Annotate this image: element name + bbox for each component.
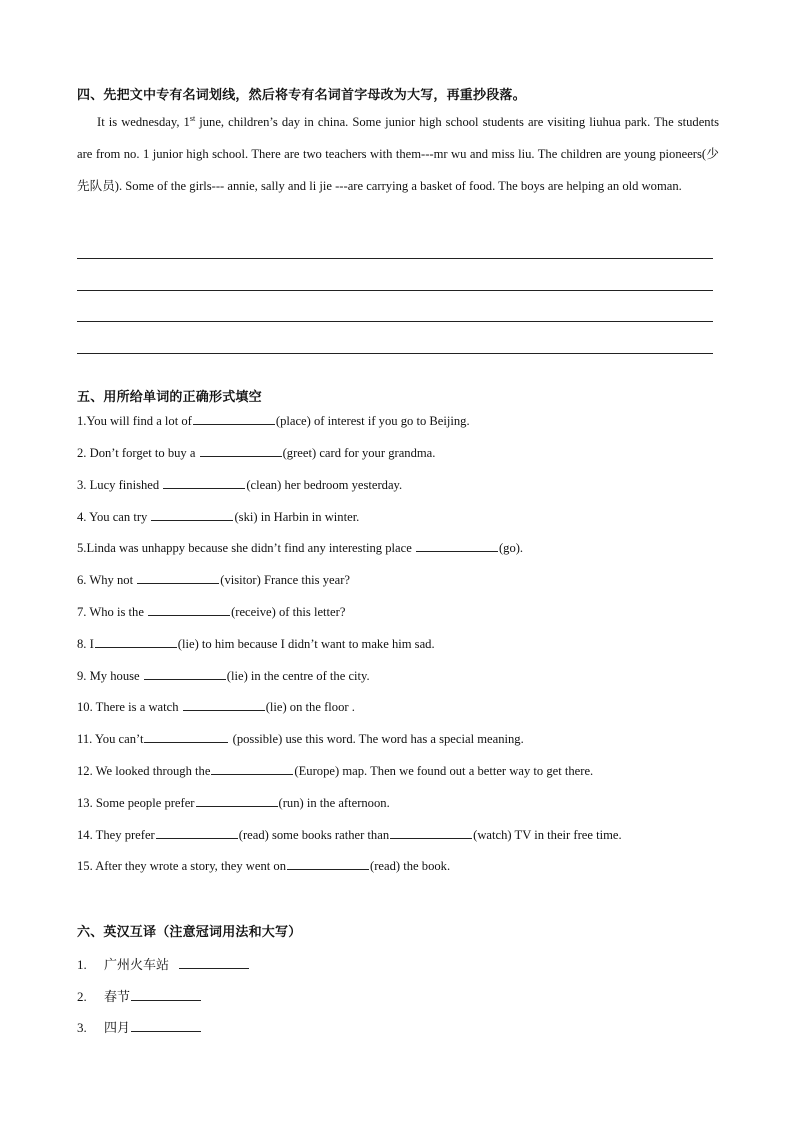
answer-blank[interactable] — [179, 956, 249, 969]
answer-blank[interactable] — [144, 730, 228, 743]
item-text: (visitor) France this year? — [220, 573, 350, 587]
item-text: 6. Why not — [77, 573, 137, 587]
item-text: 春节 — [104, 990, 131, 1005]
item-text: 4. You can try — [77, 510, 151, 524]
translation-item — [77, 986, 202, 1005]
item-text: 9. My house — [77, 669, 143, 683]
exercise-item — [77, 603, 345, 620]
item-text: (Europe) map. Then we found out a better way to get there. — [294, 764, 594, 778]
exercise-item — [77, 508, 359, 525]
item-text: (run) in the afternoon. — [278, 796, 390, 810]
item-text: (lie) in the centre of the city. — [226, 669, 370, 683]
exercise-item — [77, 539, 523, 556]
item-text: 14. They prefer — [77, 828, 155, 842]
translation-item — [77, 954, 250, 973]
exercise-item — [77, 762, 593, 779]
item-text: 1.You will find a lot of — [77, 414, 192, 428]
item-text: 四月 — [104, 1021, 131, 1036]
answer-blank[interactable] — [151, 508, 233, 521]
item-text: (place) of interest if you go to Beijing. — [275, 414, 470, 428]
paragraph-text-b: june, children’s day in china. Some junior high school students are visiting liuhua park. The students are from no. 1 junior high school. There are two teachers with them---mr wu and miss liu. The children are young pioneers(少先队员). Some of the girls--- annie, sally and li jie ---are carrying a basket of food. The boys are helping an old woman. — [77, 115, 719, 193]
item-text: 广州火车站 — [104, 958, 174, 973]
item-number: 2. — [77, 989, 87, 1004]
item-text: 8. I — [77, 637, 94, 651]
answer-blank[interactable] — [416, 539, 498, 552]
item-text: 10. There is a watch — [77, 700, 182, 714]
item-text: (clean) her bedroom yesterday. — [246, 478, 403, 492]
paragraph-text-a: It is wednesday, 1 — [97, 115, 190, 129]
item-text: 7. Who is the — [77, 605, 148, 619]
writing-line[interactable] — [77, 321, 713, 322]
item-text: (lie) to him because I didn’t want to make him sad. — [177, 637, 435, 651]
exercise-item — [77, 794, 390, 811]
answer-blank[interactable] — [144, 667, 226, 680]
item-text: (read) some books rather than — [238, 828, 390, 842]
answer-blank[interactable] — [211, 762, 293, 775]
exercise-item — [77, 730, 524, 747]
answer-blank[interactable] — [95, 635, 177, 648]
answer-blank[interactable] — [156, 826, 238, 839]
item-text: 12. We looked through the — [77, 764, 211, 778]
exercise-item — [77, 412, 470, 429]
answer-blank[interactable] — [163, 476, 245, 489]
item-text: 15. After they wrote a story, they went on — [77, 859, 287, 873]
writing-line[interactable] — [77, 290, 713, 291]
exercise-item — [77, 571, 350, 588]
answer-blank[interactable] — [287, 857, 369, 870]
writing-line[interactable] — [77, 258, 713, 259]
writing-line[interactable] — [77, 353, 713, 354]
item-text: (ski) in Harbin in winter. — [234, 510, 360, 524]
answer-blank[interactable] — [131, 988, 201, 1001]
item-text: 3. Lucy finished — [77, 478, 163, 492]
answer-blank[interactable] — [390, 826, 472, 839]
item-text: 13. Some people prefer — [77, 796, 195, 810]
item-text: (greet) card for your grandma. — [282, 446, 436, 460]
translation-item — [77, 1017, 202, 1036]
answer-blank[interactable] — [148, 603, 230, 616]
exercise-item — [77, 857, 450, 874]
item-text: 2. Don’t forget to buy a — [77, 446, 199, 460]
item-text: (go). — [498, 541, 524, 555]
exercise-item — [77, 476, 402, 493]
section6-heading: 六、英汉互译（注意冠词用法和大写） — [77, 925, 302, 940]
answer-blank[interactable] — [137, 571, 219, 584]
item-text: (lie) on the floor . — [265, 700, 355, 714]
item-number: 1. — [77, 957, 87, 972]
exercise-item — [77, 667, 370, 684]
item-text: 11. You can’t — [77, 732, 144, 746]
section4-paragraph — [77, 107, 719, 202]
exercise-item — [77, 635, 435, 652]
answer-blank[interactable] — [193, 412, 275, 425]
answer-blank[interactable] — [196, 794, 278, 807]
section4-heading: 四、先把文中专有名词划线，然后将专有名词首字母改为大写，再重抄段落。 — [77, 88, 526, 103]
item-text: (receive) of this letter? — [231, 605, 346, 619]
exercise-item — [77, 444, 435, 461]
exercise-item — [77, 698, 355, 715]
paragraph-superscript: st — [189, 114, 196, 123]
answer-blank[interactable] — [200, 444, 282, 457]
exercise-item — [77, 826, 622, 843]
item-text: (possible) use this word. The word has a special meaning. — [229, 732, 524, 746]
item-text: 5.Linda was unhappy because she didn’t find any interesting place — [77, 541, 415, 555]
section5-heading: 五、用所给单词的正确形式填空 — [77, 390, 262, 405]
item-number: 3. — [77, 1020, 87, 1035]
item-text: (read) the book. — [370, 859, 451, 873]
answer-blank[interactable] — [131, 1019, 201, 1032]
answer-blank[interactable] — [183, 698, 265, 711]
item-text: (watch) TV in their free time. — [473, 828, 622, 842]
